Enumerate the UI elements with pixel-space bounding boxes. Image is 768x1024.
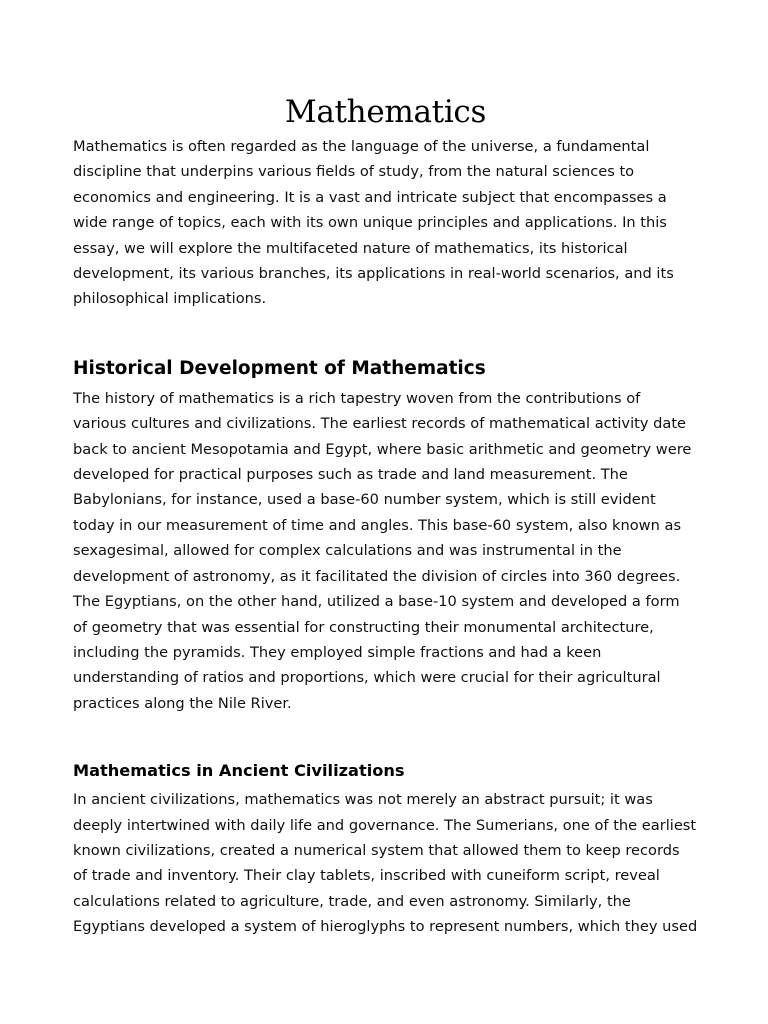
document-title: Mathematics xyxy=(284,94,487,130)
intro-paragraph: Mathematics is often regarded as the language of the universe, a fundamental discipline that underpins various fields of study, from the natural sciences to economics and engineering. It is a vast and intricate subject that encompasses a wide range of topics, each with its own unique principles and applications. In this essay, we will explore the multifaceted nature of mathematics, its historical development, its various branches, its applications in real-world scenarios, and its philosophical implications. xyxy=(73,138,674,308)
section-body-historical-development: The history of mathematics is a rich tapestry woven from the contributions of various cultures and civilizations. The earliest records of mathematical activity date back to ancient Mesopotamia and Egypt, where basic arithmetic and geometry were developed for practical purposes such as trade and land measurement. The Babylonians, for instance, used a base-60 number system, which is still evident today in our measurement of time and angles. This base-60 system, also known as sexagesimal, allowed for complex calculations and was instrumental in the development of astronomy, as it facilitated the division of circles into 360 degrees. The Egyptians, on the other hand, utilized a base-10 system and developed a form of geometry that was essential for constructing their monumental architecture, including the pyramids. They employed simple fractions and had a keen understanding of ratios and proportions, which were crucial for their agricultural practices along the Nile River. xyxy=(73,389,692,712)
section-body-ancient-civilizations: In ancient civilizations, mathematics was not merely an abstract pursuit; it was deeply intertwined with daily life and governance. The Sumerians, one of the earliest known civilizations, created a numerical system that allowed them to keep records of trade and inventory. Their clay tablets, inscribed with cuneiform script, reveal calculations related to agriculture, trade, and even astronomy. Similarly, the Egyptians developed a system of hieroglyphs to represent numbers, which they used xyxy=(73,791,698,936)
section-heading-historical-development: Historical Development of Mathematics xyxy=(73,357,486,379)
document-page xyxy=(73,92,698,940)
section-heading-ancient-civilizations: Mathematics in Ancient Civilizations xyxy=(73,761,405,781)
